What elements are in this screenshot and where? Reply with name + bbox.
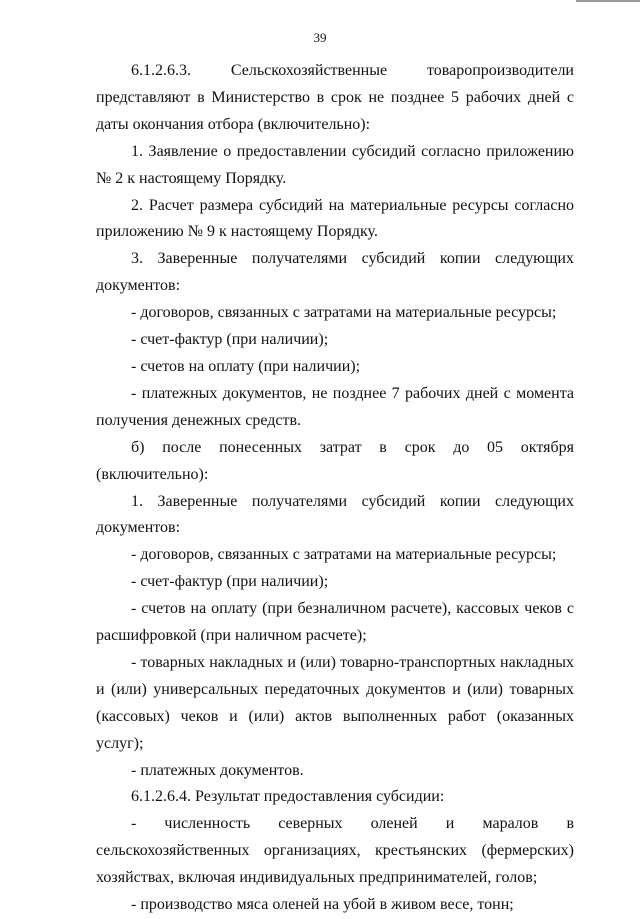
document-body (96, 58, 574, 919)
paragraph-item-3-copies: 3. Заверенные получателями субсидий копии следующих документов: (96, 250, 574, 295)
paragraph-6-1-2-6-3: 6.1.2.6.3. Сельскохозяйственные товаропроизводители представляют в Министерство в срок не позднее 5 рабочих дней с даты окончания отбора (включительно): (96, 62, 574, 133)
list-item-waybills-b: - товарных накладных и (или) товарно-транспортных накладных и (или) универсальных передаточных документов и (или) товарных (кассовых) чеков и (или) актов выполненных работ (оказанных услуг); (96, 653, 574, 752)
list-item-bills-b: - счетов на оплату (при безналичном расчете), кассовых чеков с расшифровкой (при наличном расчете); (96, 600, 574, 645)
paragraph-item-1-application: 1. Заявление о предоставлении субсидий согласно приложению № 2 к настоящему Порядку. (96, 142, 574, 187)
list-item-bills: - счетов на оплату (при наличии); (131, 357, 361, 375)
list-item-invoices-b: - счет-фактур (при наличии); (131, 573, 329, 591)
paragraph-b-item-1-copies: 1. Заверенные получателями субсидий копии следующих документов: (96, 492, 574, 537)
paragraph-6-1-2-6-4: 6.1.2.6.4. Результат предоставления субсидии: (131, 788, 445, 806)
page-number: 39 (313, 30, 327, 45)
list-item-payment-documents-b: - платежных документов. (131, 761, 304, 779)
list-item-meat-production: - производство мяса оленей на убой в живом весе, тонн; (131, 896, 514, 914)
list-item-reindeer-count: - численность северных оленей и маралов в сельскохозяйственных организациях, крестьянских (фермерских) хозяйствах, включая индивидуальных предпринимателей, голов; (96, 815, 574, 887)
list-item-invoices: - счет-фактур (при наличии); (131, 331, 329, 349)
paragraph-b-after-costs: б) после понесенных затрат в срок до 05 октября (включительно): (96, 438, 574, 483)
list-item-contracts-b: - договоров, связанных с затратами на материальные ресурсы; (131, 546, 557, 564)
scan-edge-line (576, 0, 640, 2)
list-item-contracts: - договоров, связанных с затратами на материальные ресурсы; (131, 304, 557, 322)
paragraph-item-2-calculation: 2. Расчет размера субсидий на материальные ресурсы согласно приложению № 9 к настоящему Порядку. (96, 196, 574, 241)
list-item-payment-documents: - платежных документов, не позднее 7 рабочих дней с момента получения денежных средств. (96, 384, 574, 429)
